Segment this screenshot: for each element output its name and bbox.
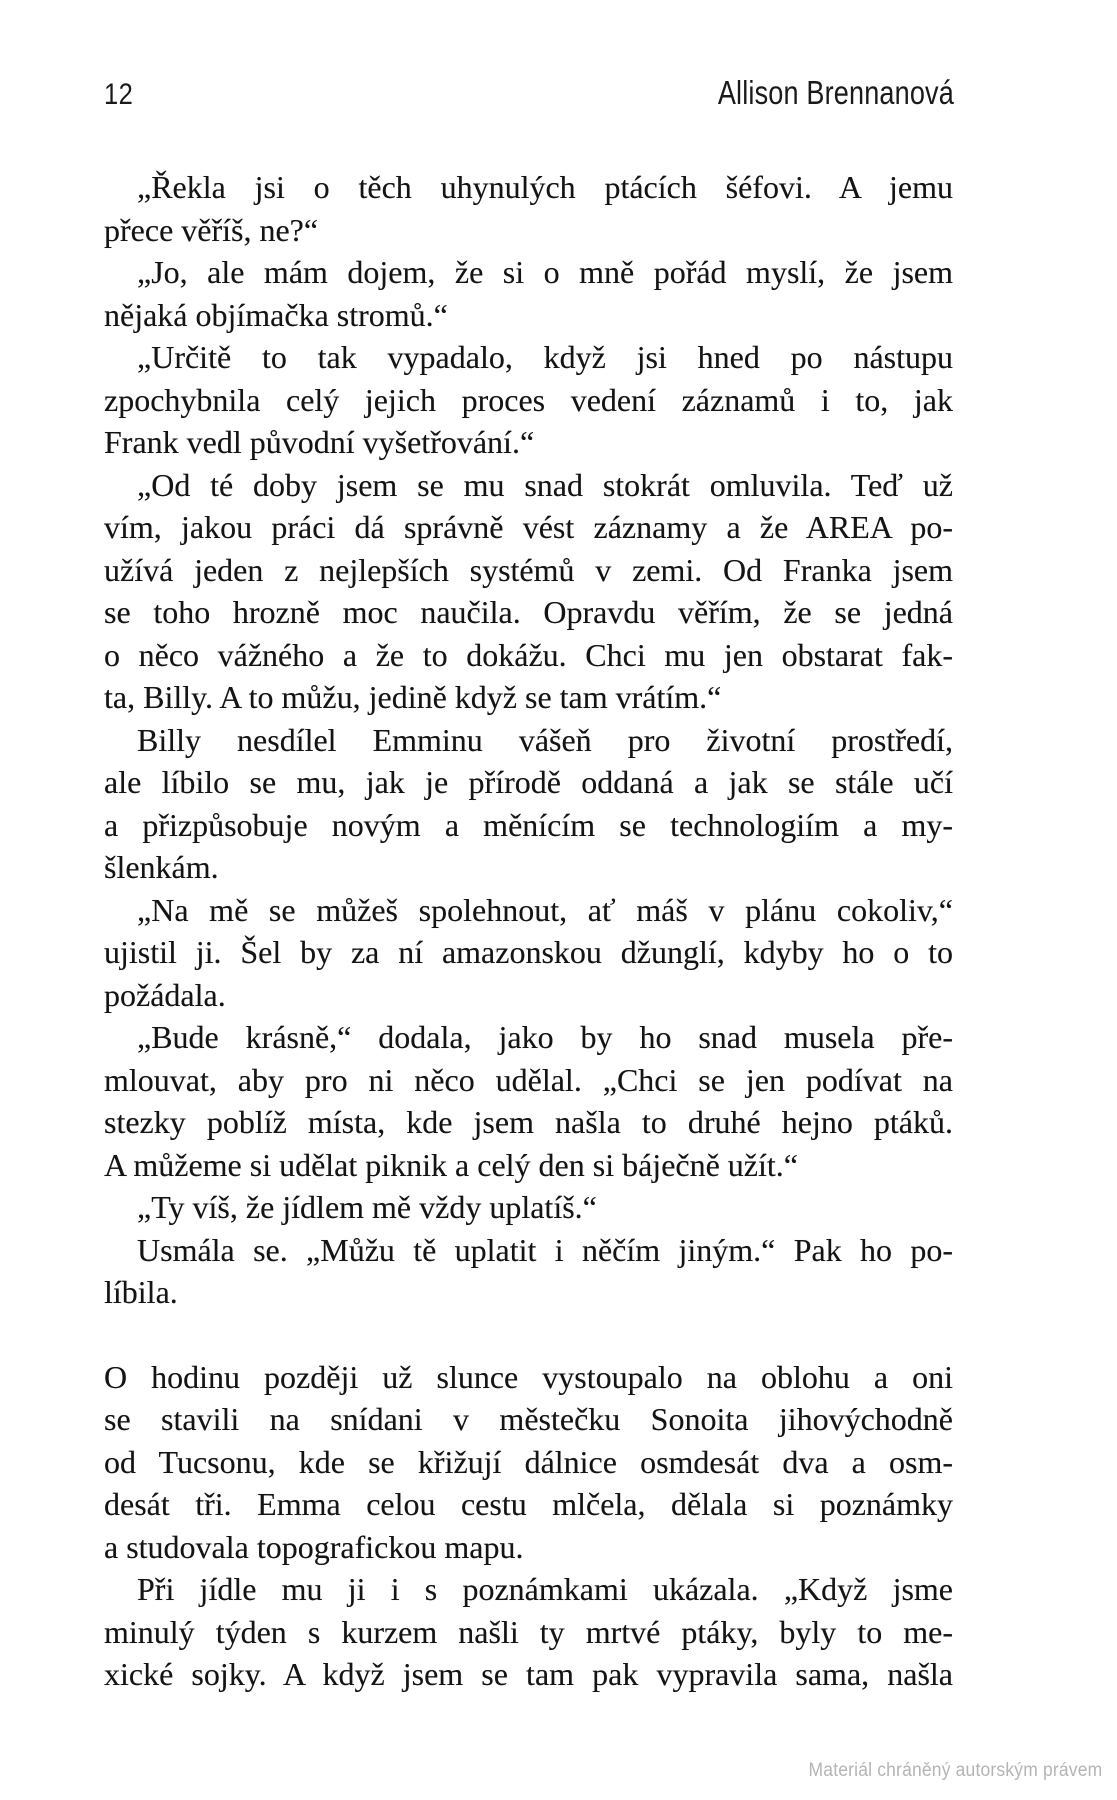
paragraph xyxy=(104,336,953,464)
text-line: Při jídle mu ji i s poznámkami ukázala. „Když jsme xyxy=(137,1571,953,1607)
text-line: O hodinu později už slunce vystoupalo na oblohu a oni xyxy=(104,1358,953,1395)
author-header: Allison Brennanová xyxy=(717,74,954,111)
text-line: a přizpůsobuje novým a měnícím se technologiím a my- xyxy=(104,806,953,843)
text-line: zpochybnila celý jejich proces vedení záznamů i to, jak xyxy=(104,381,953,418)
paragraph xyxy=(104,889,953,1017)
text-line: vím, jakou práci dá správně vést záznamy a že AREA po- xyxy=(104,509,953,545)
text-line: nějaká objímačka stromů.“ xyxy=(104,296,448,333)
text-line: přece věříš, ne?“ xyxy=(104,211,319,248)
paragraph xyxy=(104,719,953,889)
text-line: ta, Billy. A to můžu, jedině když se tam vrátím.“ xyxy=(104,679,722,715)
text-line: ujistil ji. Šel by za ní amazonskou džunglí, kdyby ho o to xyxy=(104,934,953,970)
page-number: 12 xyxy=(104,78,134,111)
text-line: se toho hrozně moc naučila. Opravdu věřím, že se jedná xyxy=(104,594,953,630)
text-line: „Jo, ale mám dojem, že si o mně pořád myslí, že jsem xyxy=(137,254,953,290)
text-line: Frank vedl původní vyšetřování.“ xyxy=(104,424,535,460)
text-line: mlouvat, aby pro ni něco udělal. „Chci se jen podívat na xyxy=(104,1061,953,1098)
text-line: se stavili na snídani v městečku Sonoita jihovýchodně xyxy=(104,1401,953,1437)
text-line: šlenkám. xyxy=(104,849,219,885)
text-section xyxy=(104,166,953,1314)
text-line: minulý týden s kurzem našli ty mrtvé ptáky, byly to me- xyxy=(104,1613,953,1650)
text-line: A můžeme si udělat piknik a celý den si báječně užít.“ xyxy=(104,1146,798,1183)
text-line: desát tři. Emma celou cestu mlčela, dělala si poznámky xyxy=(104,1486,953,1522)
text-line: „Určitě to tak vypadalo, když jsi hned po nástupu xyxy=(137,339,953,375)
text-line: „Na mě se můžeš spolehnout, ať máš v plánu cokoliv,“ xyxy=(137,891,953,928)
text-line: užívá jeden z nejlepších systémů v zemi. Od Franka jsem xyxy=(104,551,953,588)
paragraph xyxy=(104,1016,953,1186)
running-head xyxy=(104,74,954,112)
paragraph xyxy=(104,464,953,719)
paragraph xyxy=(104,1568,953,1696)
paragraph xyxy=(104,1356,953,1569)
paragraph xyxy=(104,1229,953,1314)
text-line: požádala. xyxy=(104,976,226,1013)
text-line: „Ty víš, že jídlem mě vždy uplatíš.“ xyxy=(137,1189,597,1225)
text-section xyxy=(104,1356,953,1696)
text-line: ale líbilo se mu, jak je přírodě oddaná a jak se stále učí xyxy=(104,764,953,800)
text-line: „Řekla jsi o těch uhynulých ptácích šéfovi. A jemu xyxy=(137,169,953,205)
text-line: o něco vážného a že to dokážu. Chci mu jen obstarat fak- xyxy=(104,636,953,673)
text-line: líbila. xyxy=(104,1274,178,1310)
text-line: xické sojky. A když jsem se tam pak vypravila sama, našla xyxy=(104,1656,953,1692)
page-body xyxy=(104,166,953,1696)
text-line: a studovala topografickou mapu. xyxy=(104,1528,524,1565)
text-line: „Bude krásně,“ dodala, jako by ho snad musela pře- xyxy=(137,1019,953,1055)
text-line: Billy nesdílel Emminu vášeň pro životní prostředí, xyxy=(137,721,953,758)
paragraph xyxy=(104,166,953,251)
paragraph xyxy=(104,1186,953,1229)
text-line: Usmála se. „Můžu tě uplatit i něčím jiným.“ Pak ho po- xyxy=(137,1231,953,1268)
text-line: „Od té doby jsem se mu snad stokrát omluvila. Teď už xyxy=(137,466,953,503)
copyright-notice: Materiál chráněný autorským právem xyxy=(808,1760,1102,1781)
paragraph xyxy=(104,251,953,336)
text-line: stezky poblíž místa, kde jsem našla to druhé hejno ptáků. xyxy=(104,1104,953,1140)
text-line: od Tucsonu, kde se křižují dálnice osmdesát dva a osm- xyxy=(104,1443,953,1480)
